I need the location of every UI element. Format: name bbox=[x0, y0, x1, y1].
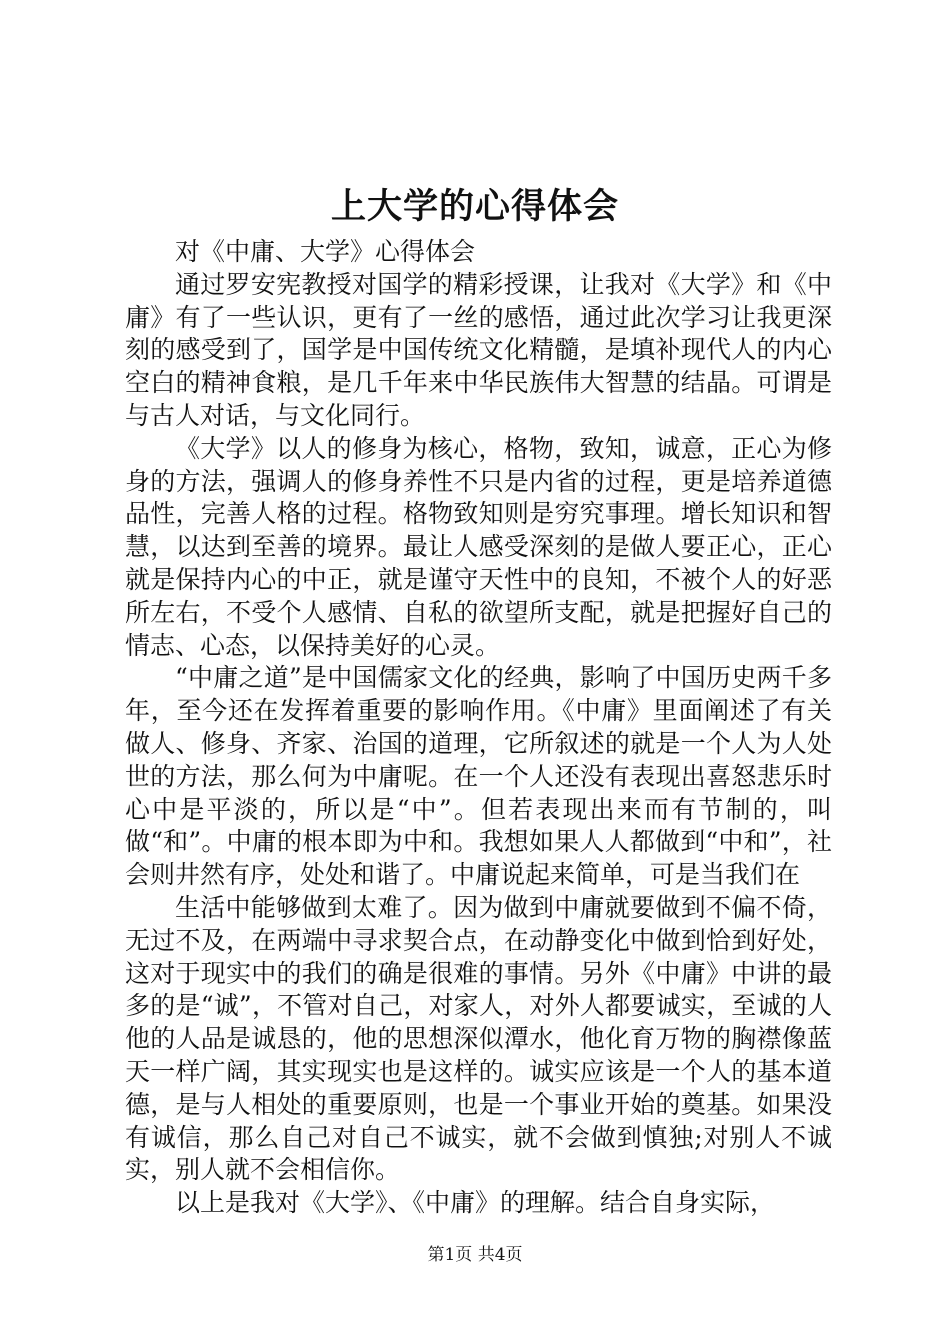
paragraph-1: 通过罗安宪教授对国学的精彩授课，让我对《大学》和《中庸》有了一些认识，更有了一丝的感悟，通过此次学习让我更深刻的感受到了，国学是中国传统文化精髓，是填补现代人的内心空白的精神食粮，是几千年来中华民族伟大智慧的结晶。可谓是与古人对话，与文化同行。 bbox=[125, 269, 832, 430]
paragraph-3: “中庸之道”是中国儒家文化的经典，影响了中国历史两千多年，至今还在发挥着重要的影响作用。《中庸》里面阐述了有关做人、修身、齐家、治国的道理，它所叙述的就是一个人为人处世的方法，那么何为中庸呢。在一个人还没有表现出喜怒悲乐时心中是平淡的，所以是“中”。但若表现出来而有节制的，叫做“和”。中庸的根本即为中和。我想如果人人都做到“中和”，社会则井然有序，处处和谐了。中庸说起来简单，可是当我们在 bbox=[125, 663, 832, 890]
document-body bbox=[125, 236, 832, 1220]
paragraph-5: 以上是我对《大学》、《中庸》的理解。结合自身实际， bbox=[175, 1188, 776, 1218]
document-subtitle: 对《中庸、大学》心得体会 bbox=[175, 237, 476, 266]
paragraph-2: 《大学》以人的修身为核心，格物，致知，诚意，正心为修身的方法，强调人的修身养性不只是内省的过程，更是培养道德品性，完善人格的过程。格物致知则是穷究事理。增长知识和智慧，以达到至善的境界。最让人感受深刻的是做人要正心，正心就是保持内心的中正，就是谨守天性中的良知，不被个人的好恶所左右，不受个人感情、自私的欲望所支配，就是把握好自己的情志、心态，以保持美好的心灵。 bbox=[125, 433, 832, 660]
page-footer: 第1页 共4页 bbox=[427, 1245, 523, 1265]
document-title: 上大学的心得体会 bbox=[330, 186, 619, 227]
paragraph-4: 生活中能够做到太难了。因为做到中庸就要做到不偏不倚，无过不及，在两端中寻求契合点，在动静变化中做到恰到好处，这对于现实中的我们的确是很难的事情。另外《中庸》中讲的最多的是“诚”，不管对自己，对家人，对外人都要诚实，至诚的人他的人品是诚恳的，他的思想深似潭水，他化育万物的胸襟像蓝天一样广阔，其实现实也是这样的。诚实应该是一个人的基本道德，是与人相处的重要原则，也是一个事业开始的奠基。如果没有诚信，那么自己对自己不诚实，就不会做到慎独;对别人不诚实，别人就不会相信你。 bbox=[125, 892, 832, 1185]
